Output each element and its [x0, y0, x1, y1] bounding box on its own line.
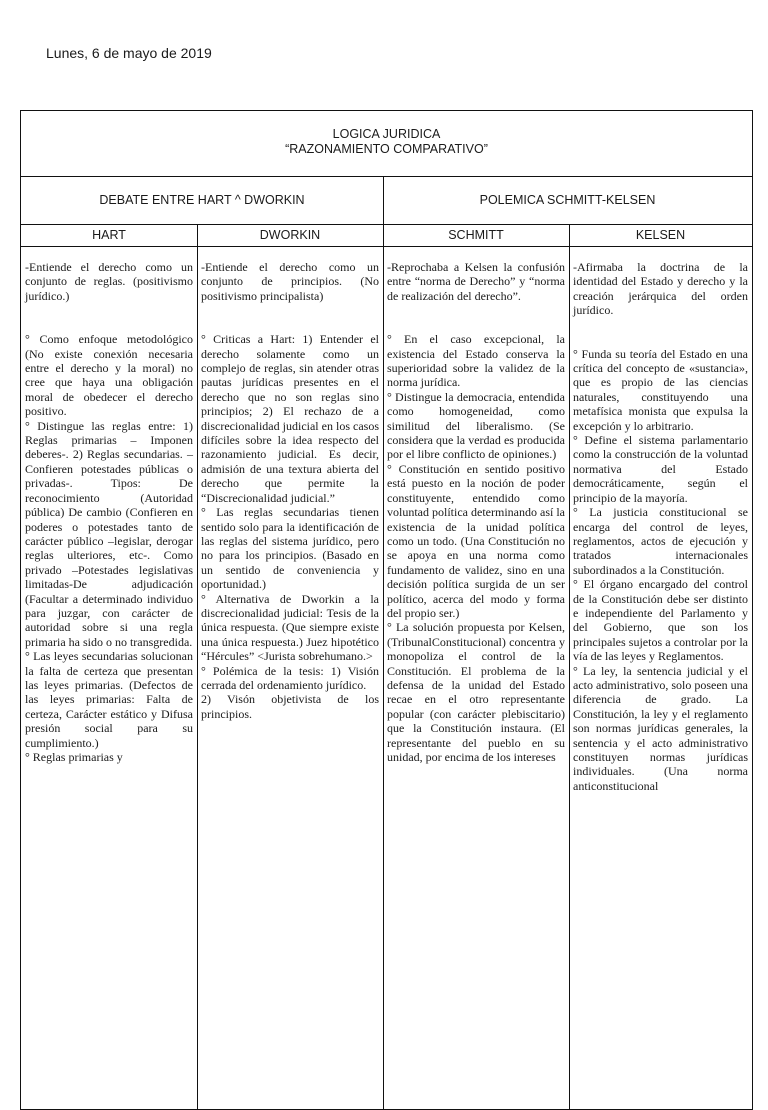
table-title-line2: “RAZONAMIENTO COMPARATIVO”: [285, 142, 488, 156]
column-divider: [197, 225, 198, 246]
hart-paragraph: ° Reglas primarias y: [25, 750, 123, 764]
table-title: [21, 111, 752, 177]
table-title-line1: LOGICA JURIDICA: [332, 127, 441, 141]
column-header-dworkin: DWORKIN: [259, 228, 321, 242]
dworkin-paragraph: ° Alternativa de Dworkin a la discrecionalidad judicial: Tesis de la única respuesta. (Que siempre existe una única respuesta.) Juez hipotético “Hércules” <Jurista sobrehumano.>: [201, 591, 379, 664]
schmitt-column: [383, 247, 569, 1109]
dworkin-paragraph: 2) Visón objetivista de los principios.: [201, 692, 379, 721]
kelsen-paragraph: ° Define el sistema parlamentario como la construcción de la voluntad normativa del Estado democráticamente, según el principio de la mayoría.: [573, 433, 748, 505]
dworkin-paragraph: ° Criticas a Hart: 1) Entender el derecho solamente como un complejo de reglas, sin atender otras pautas jurídicas presentes en el derecho que no son reglas sino principios; 2) El rechazo de a discrecionalidad judicial en los casos difíciles sobre la idea respecto del razonamiento judicial. Es decir, admisión de una textura abierta del derecho que permite la “Discrecionalidad judicial.”: [201, 332, 379, 505]
group-header-row: [21, 177, 752, 225]
kelsen-paragraph: -Afirmaba la doctrina de la identidad del Estado y derecho y la creación jerárquica del orden jurídico.: [573, 260, 748, 318]
group-header-hart-dworkin: DEBATE ENTRE HART ^ DWORKIN: [99, 193, 305, 207]
kelsen-paragraph: ° La justicia constitucional se encarga del control de leyes, reglamentos, actos de ejecución y tratados internacionales subordinados a la Constitución.: [573, 505, 748, 577]
schmitt-paragraph: -Reprochaba a Kelsen la confusión entre “norma de Derecho” y “norma de realización del derecho”.: [387, 260, 565, 303]
column-header-hart: HART: [92, 228, 126, 242]
column-header-kelsen: KELSEN: [635, 228, 686, 242]
kelsen-paragraph: ° El órgano encargado del control de la Constitución debe ser distinto e independiente del Parlamento y del Gobierno, que son los principales sujetos a controlar por la vía de las leyes y Reglamentos.: [573, 577, 748, 664]
column-divider: [383, 225, 384, 246]
hart-paragraph: ° Distingue las reglas entre: 1) Reglas primarias – Imponen deberes-. 2) Reglas secundarias. –Confieren potestades públicas o privadas-. Tipos: De reconocimiento (Autoridad pública) De cambio (Confieren en poderes o potestades tanto de carácter público –legislar, derogar reglas ulteriores, etc-. Como privado –Potestades legislativas limitadas-De adjudicación (Facultar a determinado individuo para juzgar, con carácter de autoridad sobre si una regla primaria ha sido o no transgredida.: [25, 418, 193, 649]
kelsen-paragraph: ° Funda su teoría del Estado en una crítica del concepto de «sustancia», que es propio de las ciencias naturales, constituyendo una metafísica monista que expulsa la excepción y lo arbitrario.: [573, 346, 748, 433]
schmitt-paragraph: ° La solución propuesta por Kelsen, (TribunalConstitucional) concentra y monopoliza el control de la Constitución. El problema de la defensa de la unidad del Estado recae en el otro representante popular (con carácter plebiscitario) que la Constitución instaura. (El representante del pueblo en su unidad, por encima de los intereses: [387, 620, 565, 764]
kelsen-paragraph: ° La ley, la sentencia judicial y el acto administrativo, solo poseen una diferencia de grado. La Constitución, la ley y el reglamento son normas jurídicas generales, la sentencia y el acto administrativo constituyen normas jurídicas individuales. (Una norma anticonstitucional: [573, 663, 748, 793]
table-body: [21, 247, 752, 1109]
hart-column: [21, 247, 197, 1109]
dworkin-paragraph: ° Polémica de la tesis: 1) Visión cerrada del ordenamiento jurídico.: [201, 663, 379, 692]
dworkin-column: [197, 247, 383, 1109]
column-divider: [569, 247, 570, 1109]
comparison-table: [20, 110, 753, 1110]
dworkin-paragraph: ° Las reglas secundarias tienen sentido solo para la identificación de las reglas del sistema jurídico, pero no para los principios. (Basado en un sentido de conveniencia y oportunidad.): [201, 505, 379, 592]
hart-paragraph: ° Las leyes secundarias solucionan la falta de certeza que presentan las leyes primarias. (Defectos de las leyes primarias: Falta de certeza, Carácter estático y Difusa presión social para su cumplimiento.): [25, 649, 193, 750]
schmitt-paragraph: ° En el caso excepcional, la existencia del Estado conserva la superioridad sobre la validez de la norma jurídica.: [387, 332, 565, 390]
hart-paragraph: -Entiende el derecho como un conjunto de reglas. (positivismo jurídico.): [25, 260, 193, 303]
group-header-schmitt-kelsen: POLEMICA SCHMITT-KELSEN: [479, 193, 656, 207]
schmitt-paragraph: ° Distingue la democracia, entendida como homogeneidad, como similitud del liberalismo. (Se considera que la verdad es producida por el libre conflicto de opiniones.): [387, 389, 565, 462]
column-header-row: [21, 225, 752, 247]
dworkin-paragraph: -Entiende el derecho como un conjunto de principios. (No positivismo principalista): [201, 260, 379, 303]
column-header-schmitt: SCHMITT: [448, 228, 504, 242]
hart-paragraph: ° Como enfoque metodológico (No existe conexión necesaria entre el derecho y la moral) no cree que haya una obligación moral de obedecer el derecho positivo.: [25, 332, 193, 419]
document-date: Lunes, 6 de mayo de 2019: [46, 45, 212, 61]
column-divider: [383, 247, 384, 1109]
kelsen-column: [569, 247, 752, 1109]
schmitt-paragraph: ° Constitución en sentido positivo está puesto en la noción de poder constituyente, entendido como voluntad política determinando así la existencia de la unidad política como un todo. (Una Constitución no se apoya en una norma como fundamento de validez, sino en una decisión política surgida de un ser político, acerca del modo y forma del propio ser.): [387, 461, 565, 620]
column-divider: [569, 225, 570, 246]
column-divider: [197, 247, 198, 1109]
